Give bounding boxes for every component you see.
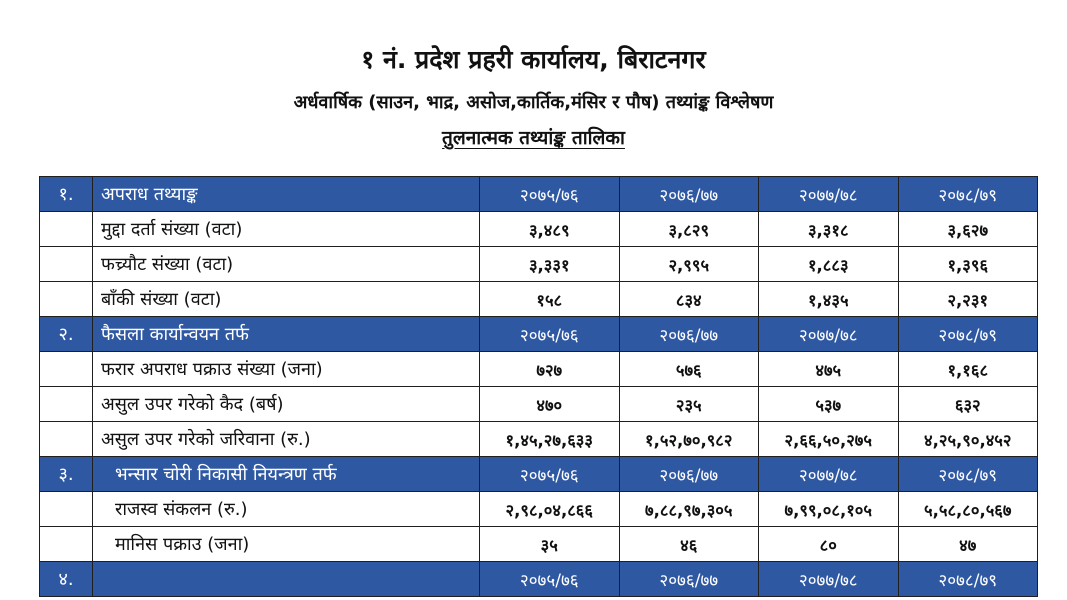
table-row <box>40 282 1038 317</box>
page-title: १ नं. प्रदेश प्रहरी कार्यालय, बिराटनगर <box>361 45 706 74</box>
section-header-row <box>40 317 1038 352</box>
section-title: फैसला कार्यान्वयन तर्फ <box>93 317 480 352</box>
value-cell: ७२७ <box>480 352 620 387</box>
value-cell: १,४५,२७,६३३ <box>480 422 620 457</box>
year-header: २०७५/७६ <box>480 457 620 492</box>
value-cell: १,१६८ <box>898 352 1038 387</box>
section-title: भन्सार चोरी निकासी नियन्त्रण तर्फ <box>93 457 480 492</box>
empty-cell <box>40 282 93 317</box>
empty-cell <box>40 492 93 527</box>
value-cell: ४६ <box>619 527 759 562</box>
row-label: असुल उपर गरेको जरिवाना (रु.) <box>93 422 480 457</box>
value-cell: ५७६ <box>619 352 759 387</box>
year-header: २०७७/७८ <box>759 177 899 212</box>
section-number: ४. <box>40 562 93 597</box>
empty-cell <box>40 387 93 422</box>
year-header: २०७६/७७ <box>619 317 759 352</box>
empty-cell <box>40 352 93 387</box>
value-cell: १,८८३ <box>759 247 899 282</box>
value-cell: ४७० <box>480 387 620 422</box>
year-header: २०७८/७९ <box>898 177 1038 212</box>
year-header: २०७५/७६ <box>480 177 620 212</box>
row-label: राजस्व संकलन (रु.) <box>93 492 480 527</box>
value-cell: ३,३३१ <box>480 247 620 282</box>
table-row <box>40 422 1038 457</box>
value-cell: १,४३५ <box>759 282 899 317</box>
value-cell: २,९८,०४,८६६ <box>480 492 620 527</box>
year-header: २०७८/७९ <box>898 562 1038 597</box>
year-header: २०७६/७७ <box>619 177 759 212</box>
value-cell: १५८ <box>480 282 620 317</box>
year-header: २०७६/७७ <box>619 457 759 492</box>
value-cell: २,९९५ <box>619 247 759 282</box>
section-title <box>93 562 480 597</box>
value-cell: १,३९६ <box>898 247 1038 282</box>
table-row <box>40 352 1038 387</box>
table-title: तुलनात्मक तथ्यांङ्क तालिका <box>442 127 625 149</box>
row-label: फरार अपराध पक्राउ संख्या (जना) <box>93 352 480 387</box>
section-number: २. <box>40 317 93 352</box>
row-label: असुल उपर गरेको कैद (बर्ष) <box>93 387 480 422</box>
value-cell: ३,४८९ <box>480 212 620 247</box>
value-cell: १,५२,७०,९८२ <box>619 422 759 457</box>
value-cell: ५,५८,८०,५६७ <box>898 492 1038 527</box>
section-header-row <box>40 457 1038 492</box>
table-row <box>40 247 1038 282</box>
section-header-row <box>40 177 1038 212</box>
section-title: अपराध तथ्याङ्क <box>93 177 480 212</box>
value-cell: ४७ <box>898 527 1038 562</box>
empty-cell <box>40 212 93 247</box>
value-cell: ६३२ <box>898 387 1038 422</box>
table-row <box>40 492 1038 527</box>
year-header: २०७७/७८ <box>759 317 899 352</box>
table-row <box>40 387 1038 422</box>
value-cell: २,६६,५०,२७५ <box>759 422 899 457</box>
year-header: २०७५/७६ <box>480 317 620 352</box>
year-header: २०७७/७८ <box>759 457 899 492</box>
value-cell: ३,८२९ <box>619 212 759 247</box>
section-number: ३. <box>40 457 93 492</box>
empty-cell <box>40 422 93 457</box>
value-cell: ८३४ <box>619 282 759 317</box>
year-header: २०७६/७७ <box>619 562 759 597</box>
comparison-table <box>39 176 1038 597</box>
row-label: फच्र्यौट संख्या (वटा) <box>93 247 480 282</box>
section-number: १. <box>40 177 93 212</box>
value-cell: ३,६२७ <box>898 212 1038 247</box>
value-cell: ५३७ <box>759 387 899 422</box>
section-header-row <box>40 562 1038 597</box>
row-label: मुद्दा दर्ता संख्या (वटा) <box>93 212 480 247</box>
value-cell: ७,८८,९७,३०५ <box>619 492 759 527</box>
value-cell: ७,९९,०८,१०५ <box>759 492 899 527</box>
year-header: २०७७/७८ <box>759 562 899 597</box>
value-cell: २,२३१ <box>898 282 1038 317</box>
empty-cell <box>40 247 93 282</box>
row-label: मानिस पक्राउ (जना) <box>93 527 480 562</box>
value-cell: ८० <box>759 527 899 562</box>
page-subtitle: अर्धवार्षिक (साउन, भाद्र, असोज,कार्तिक,मंसिर र पौष) तथ्यांङ्क विश्लेषण <box>293 92 774 113</box>
table-row <box>40 212 1038 247</box>
table-row <box>40 527 1038 562</box>
row-label: बाँकी संख्या (वटा) <box>93 282 480 317</box>
year-header: २०७८/७९ <box>898 317 1038 352</box>
year-header: २०७८/७९ <box>898 457 1038 492</box>
year-header: २०७५/७६ <box>480 562 620 597</box>
value-cell: ३,३१८ <box>759 212 899 247</box>
value-cell: २३५ <box>619 387 759 422</box>
empty-cell <box>40 527 93 562</box>
value-cell: ४७५ <box>759 352 899 387</box>
value-cell: ३५ <box>480 527 620 562</box>
value-cell: ४,२५,९०,४५२ <box>898 422 1038 457</box>
